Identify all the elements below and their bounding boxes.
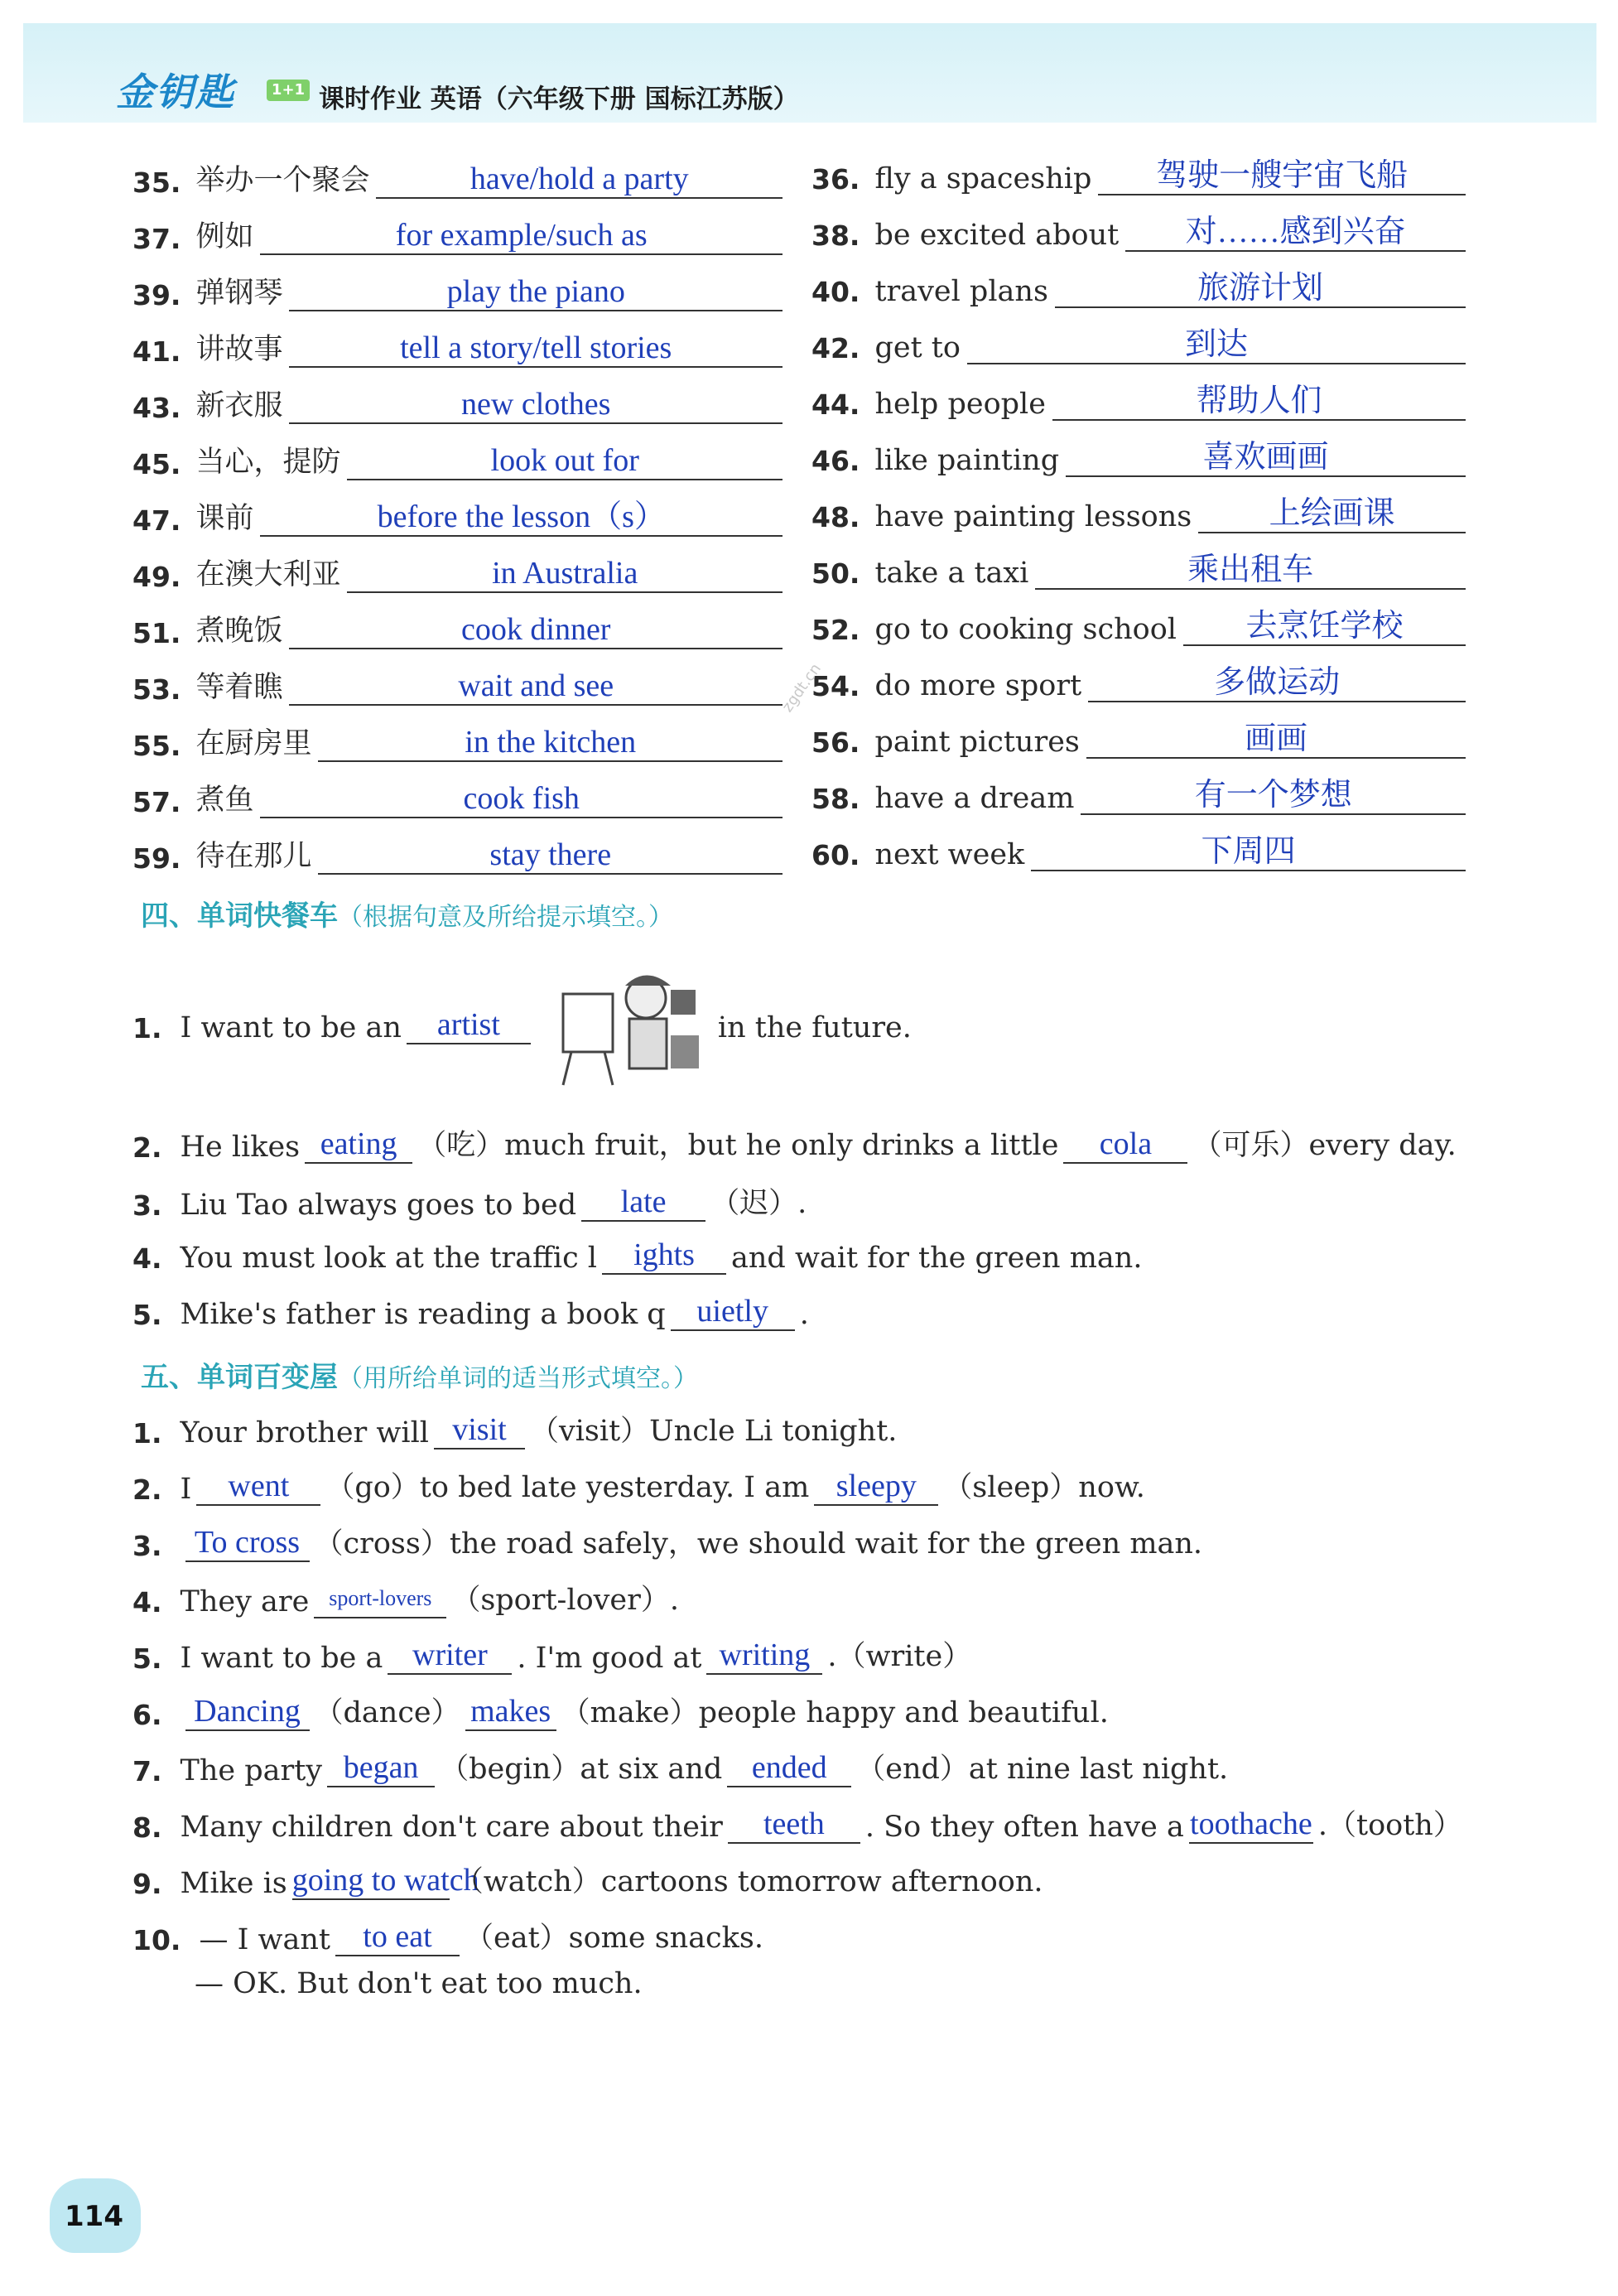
item-prompt: like painting xyxy=(874,444,1060,477)
vocab-item-left xyxy=(132,664,783,706)
sentence-text: （cross）the road safely，we should wait for the green man. xyxy=(314,1527,1203,1560)
item-number: 6. xyxy=(132,1699,162,1731)
vocab-item-left xyxy=(132,270,783,311)
sentence-text: （迟）. xyxy=(710,1187,807,1220)
item-prompt: 举办一个聚会 xyxy=(195,164,370,197)
sentence-text: I xyxy=(180,1473,192,1506)
item-number: 41. xyxy=(132,335,181,368)
item-number: 2. xyxy=(132,1474,162,1506)
section4-item xyxy=(132,1006,912,1044)
item-number: 50. xyxy=(811,557,860,590)
answer-blank[interactable]: began xyxy=(327,1749,435,1787)
item-prompt: have a dream xyxy=(874,782,1075,815)
vocab-item-right xyxy=(811,270,1466,308)
item-prompt: 待在那儿 xyxy=(195,840,312,873)
item-number: 52. xyxy=(811,614,860,646)
item-number: 39. xyxy=(132,279,181,311)
item-number: 43. xyxy=(132,392,181,424)
answer-blank[interactable]: cola xyxy=(1063,1126,1187,1164)
item-prompt: paint pictures xyxy=(874,726,1080,759)
vocab-item-right xyxy=(811,721,1466,759)
item-number: 4. xyxy=(132,1242,162,1275)
section4-item xyxy=(132,1293,809,1331)
answer-blank[interactable]: uietly xyxy=(671,1293,795,1331)
item-number: 1. xyxy=(132,1012,162,1044)
item-number: 56. xyxy=(811,726,860,759)
item-prompt: next week xyxy=(874,838,1025,871)
item-number: 7. xyxy=(132,1755,162,1787)
item-number: 58. xyxy=(811,783,860,815)
vocab-item-left xyxy=(132,157,783,199)
answer-blank[interactable]: 到达 xyxy=(967,326,1466,364)
sentence-text: （make）people happy and beautiful. xyxy=(561,1696,1109,1729)
sentence-text: . xyxy=(799,1298,809,1331)
watermark: zgdt.cn xyxy=(778,660,825,716)
vocab-item-left xyxy=(132,439,783,480)
sentence-text: in the future. xyxy=(717,1011,912,1044)
answer-blank[interactable]: 喜欢画画 xyxy=(1066,439,1466,477)
answer-blank[interactable]: 画画 xyxy=(1086,721,1466,759)
sentence-text: I want to be an xyxy=(180,1011,402,1044)
answer-blank[interactable]: eating xyxy=(305,1126,412,1164)
item-prompt: 课前 xyxy=(195,502,254,535)
item-prompt: 等着瞧 xyxy=(195,671,283,704)
item-number: 53. xyxy=(132,673,181,706)
answer-blank[interactable]: went xyxy=(196,1468,320,1506)
item-number: 46. xyxy=(811,445,860,477)
sentence-text: （go）to bed late yesterday. I am xyxy=(325,1471,810,1504)
item-prompt: 新衣服 xyxy=(195,389,283,422)
item-prompt: 煮鱼 xyxy=(195,784,254,817)
answer-blank[interactable]: cook dinner xyxy=(289,611,783,649)
sentence-text: He likes xyxy=(180,1131,301,1164)
section5-item xyxy=(132,1577,679,1618)
section5-item xyxy=(132,1633,971,1675)
answer-blank[interactable]: to eat xyxy=(335,1918,460,1956)
answer-blank[interactable]: visit xyxy=(434,1411,525,1449)
answer-blank[interactable]: play the piano xyxy=(289,273,783,311)
sentence-text: （dance） xyxy=(314,1696,460,1729)
sentence-text: （visit）Uncle Li tonight. xyxy=(529,1415,898,1448)
section5-item xyxy=(132,1464,1145,1506)
answer-blank[interactable]: toothache xyxy=(1189,1806,1313,1844)
vocab-item-left xyxy=(132,214,783,255)
vocab-item-left xyxy=(132,326,783,368)
answer-blank[interactable]: look out for xyxy=(347,442,783,480)
section4-instruction: （根据句意及所给提示填空。） xyxy=(338,903,673,932)
page-header xyxy=(23,23,1596,123)
item-number: 36. xyxy=(811,163,860,195)
item-prompt: 讲故事 xyxy=(195,333,283,366)
brand-tag: 1+1 xyxy=(267,80,310,101)
answer-blank[interactable]: cook fish xyxy=(260,780,783,818)
item-prompt: take a taxi xyxy=(874,557,1029,590)
item-number: 40. xyxy=(811,276,860,308)
answer-blank[interactable]: ended xyxy=(727,1749,851,1787)
sentence-text: and wait for the green man. xyxy=(731,1242,1143,1275)
answer-blank[interactable]: 驾驶一艘宇宙飞船 xyxy=(1098,157,1466,195)
answer-blank[interactable]: writer xyxy=(388,1637,512,1675)
item-prompt: 例如 xyxy=(195,220,254,253)
answer-blank[interactable]: sport-lovers xyxy=(314,1580,446,1618)
sentence-text: （watch）cartoons tomorrow afternoon. xyxy=(454,1865,1043,1898)
vocab-item-left xyxy=(132,495,783,537)
section5-item xyxy=(132,1802,1462,1844)
answer-blank[interactable]: for example/such as xyxy=(260,217,783,255)
item-number: 9. xyxy=(132,1868,162,1900)
sentence-text: .（tooth） xyxy=(1317,1809,1462,1842)
item-prompt: 在厨房里 xyxy=(195,727,312,760)
sentence-text: .（write） xyxy=(827,1640,972,1673)
item-number: 10. xyxy=(132,1924,181,1956)
item-prompt: 当心，提防 xyxy=(195,446,341,479)
item-prompt: go to cooking school xyxy=(874,613,1177,646)
item-number: 44. xyxy=(811,388,860,421)
item-number: 37. xyxy=(132,223,181,255)
item-number: 38. xyxy=(811,219,860,252)
section4-item xyxy=(132,1237,1142,1275)
answer-blank[interactable]: writing xyxy=(706,1637,822,1675)
item-prompt: help people xyxy=(874,388,1046,421)
item-prompt: fly a spaceship xyxy=(874,162,1092,195)
section5-instruction: （用所给单词的适当形式填空。） xyxy=(338,1364,698,1393)
sentence-text: . I'm good at xyxy=(517,1642,702,1675)
item-number: 54. xyxy=(811,670,860,702)
answer-blank[interactable]: late xyxy=(581,1184,705,1222)
answer-blank[interactable]: wait and see xyxy=(289,668,783,706)
sentence-text: The party xyxy=(180,1754,323,1787)
answer-blank[interactable]: new clothes xyxy=(289,386,783,424)
sentence-text: . So they often have a xyxy=(864,1811,1184,1844)
item-prompt: 在澳大利亚 xyxy=(195,558,341,591)
sentence-text: You must look at the traffic l xyxy=(180,1242,598,1275)
item-number: 2. xyxy=(132,1131,162,1164)
answer-blank[interactable]: artist xyxy=(407,1006,531,1044)
item-prompt: do more sport xyxy=(874,669,1082,702)
item-number: 57. xyxy=(132,786,181,818)
section4-item xyxy=(132,1122,1457,1164)
item-number: 8. xyxy=(132,1811,162,1844)
sentence-text: （sport-lover）. xyxy=(451,1584,679,1617)
answer-blank[interactable]: have/hold a party xyxy=(376,161,783,199)
section4-title: 四、单词快餐车 xyxy=(141,900,338,933)
item-number: 5. xyxy=(132,1642,162,1675)
sentence-text: They are xyxy=(180,1585,310,1618)
sentence-text: Liu Tao always goes to bed xyxy=(180,1189,577,1222)
sentence-text: Mike's father is reading a book q xyxy=(180,1298,666,1331)
answer-blank[interactable]: makes xyxy=(465,1693,556,1731)
sentence-text: Many children don't care about their xyxy=(180,1811,723,1844)
vocab-item-right xyxy=(811,383,1466,421)
vocab-item-right xyxy=(811,552,1466,590)
item-number: 48. xyxy=(811,501,860,533)
page-number: 114 xyxy=(65,2200,123,2233)
vocab-item-left xyxy=(132,721,783,762)
answer-blank[interactable]: going to watch xyxy=(292,1862,450,1900)
answer-blank[interactable]: in the kitchen xyxy=(318,724,783,762)
vocab-item-right xyxy=(811,157,1466,195)
vocab-item-left xyxy=(132,833,783,875)
page-number-badge xyxy=(50,2178,141,2253)
answer-blank[interactable]: teeth xyxy=(728,1806,860,1844)
section5-item xyxy=(132,1746,1228,1787)
section5-item xyxy=(132,1690,1109,1731)
item-prompt: 弹钢琴 xyxy=(195,277,283,310)
vocab-item-right xyxy=(811,214,1466,252)
brand-logo: 金钥匙 xyxy=(116,70,235,114)
sentence-text: — I want xyxy=(199,1923,330,1956)
item-number: 47. xyxy=(132,504,181,537)
item-number: 42. xyxy=(811,332,860,364)
vocab-item-right xyxy=(811,608,1466,646)
answer-blank[interactable]: 乘出租车 xyxy=(1035,552,1466,590)
sentence-text: Mike is xyxy=(180,1867,287,1900)
item-prompt: get to xyxy=(874,331,961,364)
answer-blank[interactable]: stay there xyxy=(318,837,783,875)
dialogue-reply: — OK. But don't eat too much. xyxy=(195,1967,643,2000)
answer-blank[interactable]: To cross xyxy=(185,1524,310,1562)
answer-blank[interactable]: tell a story/tell stories xyxy=(289,330,783,368)
vocab-item-right xyxy=(811,439,1466,477)
answer-blank[interactable]: before the lesson（s） xyxy=(260,499,783,537)
item-number: 3. xyxy=(132,1530,162,1562)
answer-blank[interactable]: 下周四 xyxy=(1031,833,1466,871)
item-number: 55. xyxy=(132,730,181,762)
sentence-text: （begin）at six and xyxy=(440,1753,723,1786)
sentence-text: （可乐）every day. xyxy=(1192,1129,1457,1162)
sentence-text: （吃）much fruit，but he only drinks a little xyxy=(417,1129,1059,1162)
header-title: 课时作业 英语（六年级下册 国标江苏版） xyxy=(319,84,799,114)
answer-blank[interactable]: 旅游计划 xyxy=(1055,270,1466,308)
item-number: 45. xyxy=(132,448,181,480)
vocab-item-right xyxy=(811,777,1466,815)
vocab-item-right xyxy=(811,326,1466,364)
section5-item xyxy=(132,1521,1202,1562)
sentence-text: I want to be a xyxy=(180,1642,383,1675)
vocab-item-right xyxy=(811,495,1466,533)
answer-blank[interactable]: in Australia xyxy=(347,555,783,593)
answer-blank[interactable]: 多做运动 xyxy=(1088,664,1466,702)
item-number: 1. xyxy=(132,1417,162,1449)
answer-blank[interactable]: 去烹饪学校 xyxy=(1183,608,1466,646)
item-number: 35. xyxy=(132,166,181,199)
vocab-item-right xyxy=(811,664,1466,702)
vocab-item-right xyxy=(811,833,1466,871)
item-number: 3. xyxy=(132,1189,162,1222)
vocab-item-left xyxy=(132,608,783,649)
answer-blank[interactable]: Dancing xyxy=(185,1693,310,1731)
item-number: 60. xyxy=(811,839,860,871)
vocab-item-left xyxy=(132,383,783,424)
item-number: 49. xyxy=(132,561,181,593)
item-number: 5. xyxy=(132,1299,162,1331)
section5-title: 五、单词百变屋 xyxy=(141,1361,338,1394)
answer-blank[interactable]: 帮助人们 xyxy=(1052,383,1466,421)
item-number: 51. xyxy=(132,617,181,649)
answer-blank[interactable]: sleepy xyxy=(814,1468,938,1506)
section4-item xyxy=(132,1180,807,1222)
section4-heading xyxy=(141,893,673,933)
item-number: 59. xyxy=(132,842,181,875)
answer-blank[interactable]: 有一个梦想 xyxy=(1081,777,1466,815)
item-prompt: 煮晚饭 xyxy=(195,615,283,648)
vocab-item-left xyxy=(132,777,783,818)
item-prompt: be excited about xyxy=(874,219,1120,252)
section5-heading xyxy=(141,1354,698,1395)
answer-blank[interactable]: 对……感到兴奋 xyxy=(1125,214,1466,252)
item-number: 4. xyxy=(132,1586,162,1618)
sentence-text: （end）at nine last night. xyxy=(856,1753,1229,1786)
section5-item xyxy=(132,1859,1043,1900)
section5-item xyxy=(132,1915,763,1956)
sentence-text: Your brother will xyxy=(180,1416,429,1449)
sentence-text: （eat）some snacks. xyxy=(464,1922,763,1955)
answer-blank[interactable]: 上绘画课 xyxy=(1198,495,1466,533)
item-prompt: have painting lessons xyxy=(874,500,1192,533)
item-prompt: travel plans xyxy=(874,275,1048,308)
section5-item xyxy=(132,1408,897,1449)
sentence-text: （sleep）now. xyxy=(943,1471,1145,1504)
vocab-item-left xyxy=(132,552,783,593)
answer-blank[interactable]: ights xyxy=(602,1237,726,1275)
